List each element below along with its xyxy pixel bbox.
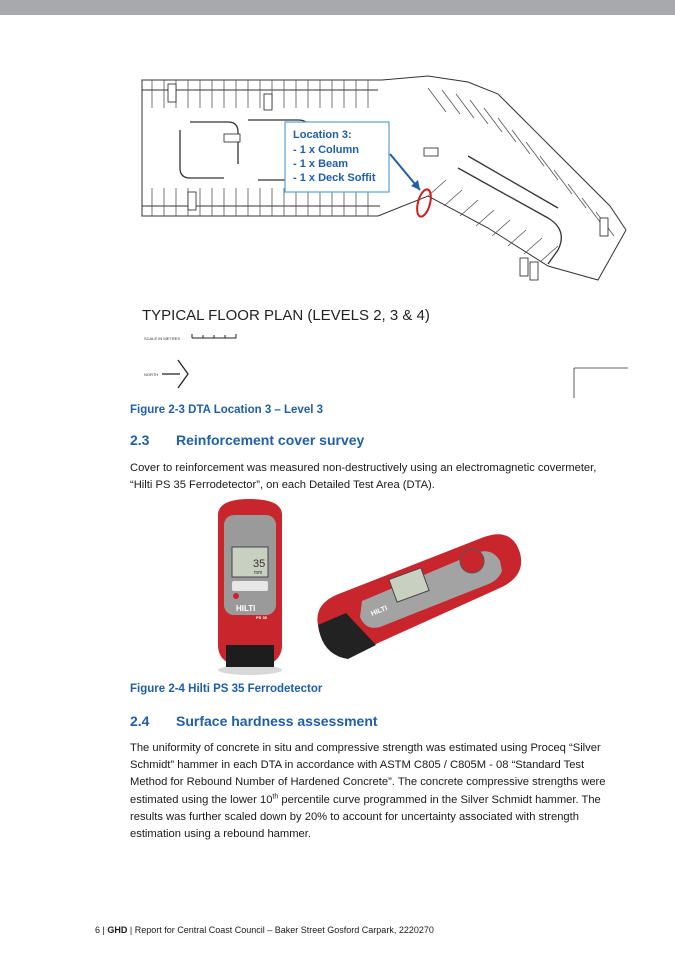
section-number: 2.3: [130, 432, 150, 448]
page-footer: 6 | GHD | Report for Central Coast Council – Baker Street Gosford Carpark, 2220270: [95, 925, 434, 935]
section-title: Surface hardness assessment: [176, 713, 378, 729]
scale-label: SCALE IN METRES: [144, 336, 181, 341]
section-number: 2.4: [130, 713, 150, 729]
north-label: NORTH: [144, 372, 159, 377]
device-upright: [218, 499, 282, 675]
screen-unit: mm: [254, 570, 263, 576]
location-marker: [415, 188, 434, 218]
footer-org: GHD: [107, 925, 128, 935]
section-title: Reinforcement cover survey: [176, 432, 365, 448]
figure-2-4-caption: [130, 683, 322, 695]
caption-text: DTA Location 3 – Level 3: [188, 404, 324, 416]
section-2-4-body: The uniformity of concrete in situ and compressive strength was estimated using Proceq “Silver Schmidt” hammer in each DTA in accordance with ASTM C805 / C805M - 08 “Standard Test Method for Rebound Number of Hardened Concrete”. The concrete compressive strengths were estimated using the lower 10th percentile curve programmed in the Silver Schmidt hammer. The results was further scaled down by 20% to account for uncertainty associated with strength estimation using a rebound hammer.: [130, 742, 606, 841]
callout-title: Location 3:: [293, 129, 352, 141]
screen-reading: 35: [253, 558, 266, 570]
floor-plan-figure: [128, 68, 634, 400]
model-label: PS 35: [256, 615, 267, 620]
figure-2-3-caption: [130, 404, 323, 416]
footer-text: Report for Central Coast Council – Baker Street Gosford Carpark, 2220270: [134, 925, 434, 935]
callout-item: - 1 x Beam: [293, 158, 349, 170]
caption-number: Figure 2-3: [130, 404, 185, 416]
caption-text: Hilti PS 35 Ferrodetector: [188, 683, 323, 695]
callout-item: - 1 x Deck Soffit: [293, 172, 376, 184]
north-arrow-icon: [162, 360, 188, 388]
section-2-3-body: Cover to reinforcement was measured non-destructively using an electromagnetic covermeter, “Hilti PS 35 Ferrodetector”, on each Detailed Test Area (DTA).: [130, 462, 597, 492]
section-heading-2-3: [130, 432, 364, 448]
section-heading-2-4: [130, 713, 378, 729]
plan-title: TYPICAL FLOOR PLAN (LEVELS 2, 3 & 4): [142, 307, 430, 324]
caption-number: Figure 2-4: [130, 683, 185, 695]
callout-item: - 1 x Column: [293, 144, 360, 156]
brand-label: HILTI: [236, 604, 256, 613]
page-number: 6: [95, 925, 101, 935]
header-bar: [0, 0, 675, 15]
brand-label: HILTI: [370, 605, 389, 618]
ferrodetector-photo: [196, 495, 526, 677]
